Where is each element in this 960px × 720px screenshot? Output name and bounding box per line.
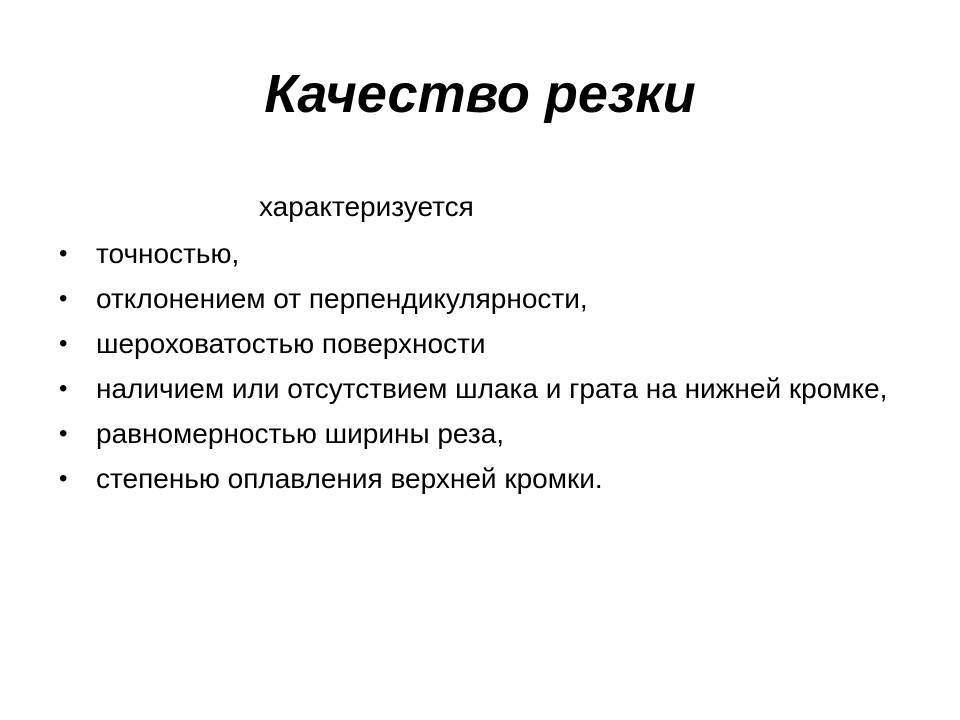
bullet-icon: • — [59, 420, 68, 447]
bullet-icon: • — [59, 285, 68, 312]
slide-title: Качество резки — [264, 64, 696, 124]
bullet-text: равномерностью ширины реза, — [96, 418, 505, 449]
bullet-list — [56, 234, 916, 504]
bullet-item — [56, 324, 916, 364]
bullet-icon: • — [59, 375, 68, 402]
bullet-icon: • — [59, 240, 68, 267]
bullet-item — [56, 279, 916, 319]
bullet-item — [56, 369, 916, 409]
bullet-icon: • — [59, 465, 68, 492]
bullet-text: точностью, — [96, 238, 240, 269]
bullet-text: степенью оплавления верхней кромки. — [96, 463, 603, 494]
bullet-text: шероховатостью поверхности — [96, 328, 486, 359]
bullet-icon: • — [59, 330, 68, 357]
bullet-text: отклонением от перпендикулярности, — [96, 283, 588, 314]
bullet-item — [56, 459, 916, 499]
bullet-item — [56, 414, 916, 454]
bullet-text: наличием или отсутствием шлака и грата на нижней кромке, — [96, 373, 888, 404]
intro-text: характеризуется — [259, 191, 474, 222]
bullet-item — [56, 234, 916, 274]
